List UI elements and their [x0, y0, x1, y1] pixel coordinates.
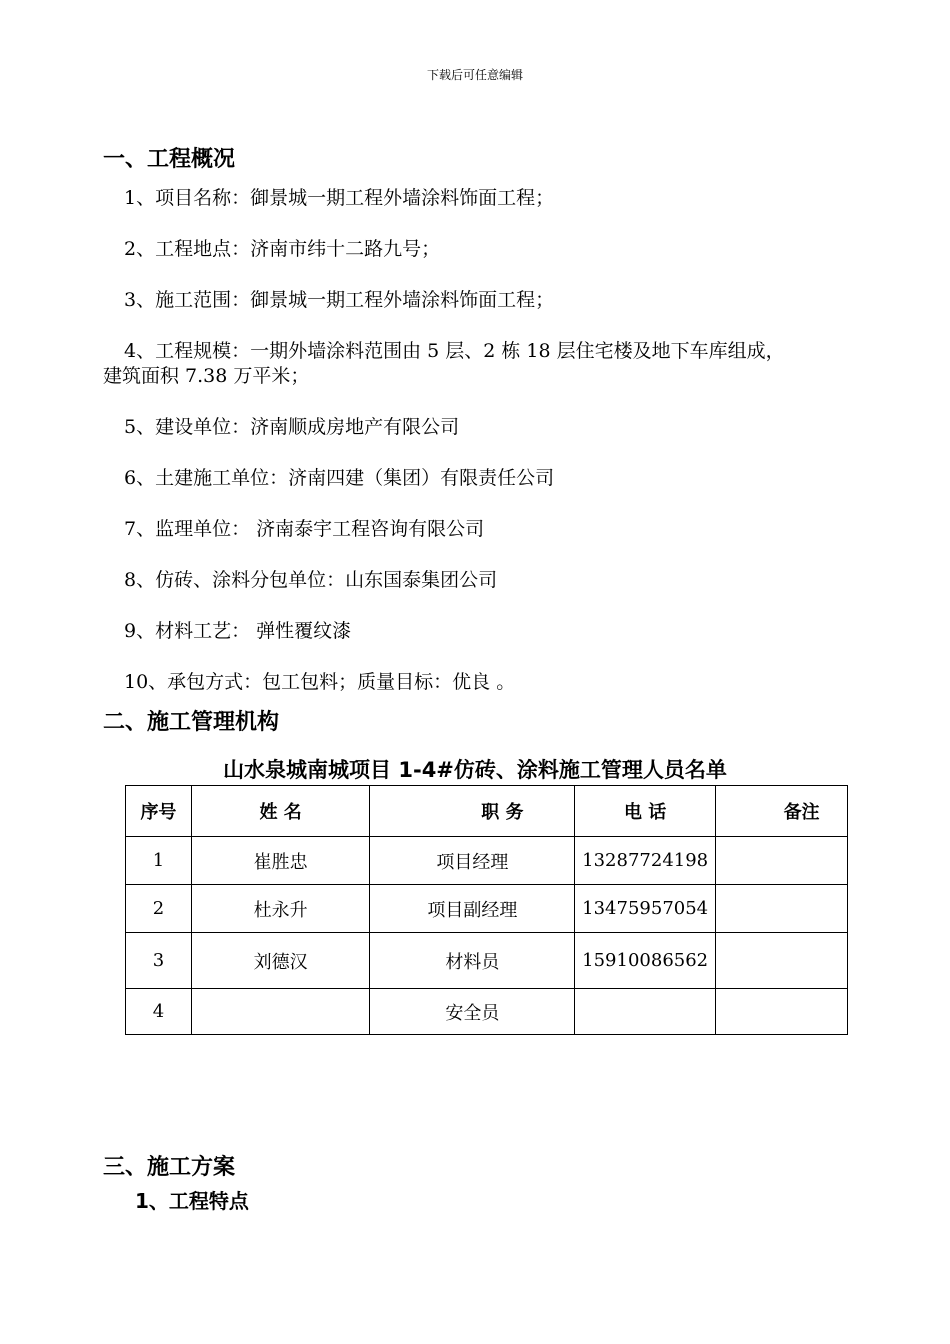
header-name: 姓 名: [191, 786, 370, 837]
staff-table: [125, 785, 848, 1035]
section-3-subtitle: 1、工程特点: [135, 1189, 249, 1213]
cell-phone: 13287724198: [575, 837, 716, 885]
cell-remark: [716, 885, 848, 933]
cell-remark: [716, 989, 848, 1035]
overview-item-6: 6、土建施工单位：济南四建（集团）有限责任公司: [124, 467, 555, 489]
table-row: [126, 933, 848, 989]
cell-name: 崔胜忠: [191, 837, 370, 885]
header-index: 序号: [126, 786, 192, 837]
cell-name: 刘德汉: [191, 933, 370, 989]
cell-position: 项目经理: [370, 837, 575, 885]
cell-index: 2: [126, 885, 192, 933]
staff-table-title: 山水泉城南城项目 1-4#仿砖、涂料施工管理人员名单: [223, 758, 727, 782]
overview-item-4: 4、工程规模：一期外墙涂料范围由 5 层、2 栋 18 层住宅楼及地下车库组成，: [124, 340, 785, 362]
header-note: 下载后可任意编辑: [426, 68, 523, 82]
cell-remark: [716, 933, 848, 989]
cell-index: 4: [126, 989, 192, 1035]
section-2-title: 二、施工管理机构: [103, 710, 280, 735]
cell-index: 1: [126, 837, 192, 885]
table-row: [126, 885, 848, 933]
overview-item-4-continued: 建筑面积 7.38 万平米；: [103, 365, 310, 387]
cell-name: 杜永升: [191, 885, 370, 933]
cell-position: 项目副经理: [370, 885, 575, 933]
cell-phone: 13475957054: [575, 885, 716, 933]
cell-position: 材料员: [370, 933, 575, 989]
table-row: [126, 989, 848, 1035]
overview-item-1: 1、项目名称：御景城一期工程外墙涂料饰面工程；: [124, 187, 555, 209]
overview-item-7: 7、监理单位： 济南泰宇工程咨询有限公司: [124, 518, 485, 540]
cell-index: 3: [126, 933, 192, 989]
overview-item-2: 2、工程地点：济南市纬十二路九号；: [124, 238, 441, 260]
overview-item-8: 8、仿砖、涂料分包单位：山东国泰集团公司: [124, 569, 498, 591]
cell-position: 安全员: [370, 989, 575, 1035]
table-row: [126, 837, 848, 885]
overview-item-9: 9、材料工艺： 弹性覆纹漆: [124, 620, 352, 642]
overview-item-3: 3、施工范围：御景城一期工程外墙涂料饰面工程；: [124, 289, 555, 311]
header-position: 职 务: [370, 786, 575, 837]
overview-item-5: 5、建设单位：济南顺成房地产有限公司: [124, 416, 460, 438]
section-3-title: 三、施工方案: [103, 1155, 236, 1180]
cell-remark: [716, 837, 848, 885]
header-remark: 备注: [716, 786, 848, 837]
cell-name: [191, 989, 370, 1035]
table-header-row: [126, 786, 848, 837]
header-phone: 电 话: [575, 786, 716, 837]
cell-phone: 15910086562: [575, 933, 716, 989]
cell-phone: [575, 989, 716, 1035]
section-1-title: 一、工程概况: [103, 147, 236, 172]
overview-item-10: 10、承包方式：包工包料；质量目标：优良 。: [124, 671, 516, 693]
